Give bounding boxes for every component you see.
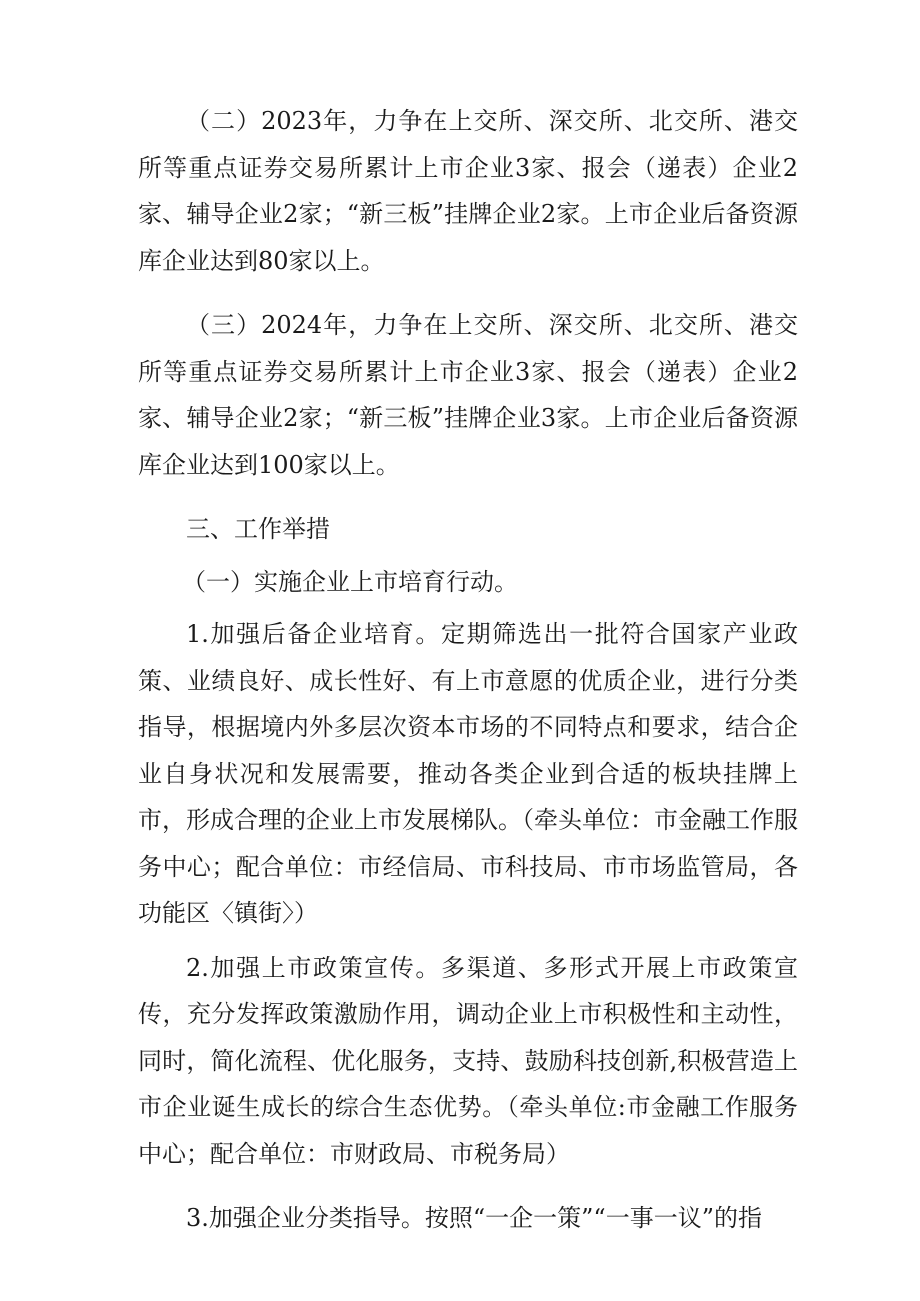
- paragraph-target-2024: （三）2024年，力争在上交所、深交所、北交所、港交所等重点证券交易所累计上市企业3家、报会（递表）企业2家、辅导企业2家；“新三板”挂牌企业3家。上市企业后备资源库企业达到100家以上。: [138, 311, 798, 479]
- paragraph-item-1: 1.加强后备企业培育。定期筛选出一批符合国家产业政策、业绩良好、成长性好、有上市意愿的优质企业，进行分类指导，根据境内外多层次资本市场的不同特点和要求，结合企业自身状况和发展需要，推动各类企业到合适的板块挂牌上市，形成合理的企业上市发展梯队。（牵头单位：市金融工作服务中心；配合单位：市经信局、市科技局、市市场监管局，各功能区〈镇街〉）: [138, 620, 798, 927]
- section-heading-work-measures: 三、工作举措: [186, 515, 330, 543]
- paragraph-item-2: 2.加强上市政策宣传。多渠道、多形式开展上市政策宣传，充分发挥政策激励作用，调动企业上市积极性和主动性，同时，简化流程、优化服务，支持、鼓励科技创新,积极营造上市企业诞生成长的综合生态优势。（牵头单位:市金融工作服务中心；配合单位：市财政局、市税务局）: [138, 953, 798, 1168]
- document-page: [138, 98, 798, 1260]
- paragraph-item-3: 3.加强企业分类指导。按照“一企一策”“一事一议”的指: [186, 1204, 762, 1232]
- subsection-heading-listing-cultivation: （一）实施企业上市培育行动。: [182, 567, 518, 596]
- paragraph-target-2023: （二）2023年，力争在上交所、深交所、北交所、港交所等重点证券交易所累计上市企业3家、报会（递表）企业2家、辅导企业2家；“新三板”挂牌企业2家。上市企业后备资源库企业达到80家以上。: [138, 107, 798, 275]
